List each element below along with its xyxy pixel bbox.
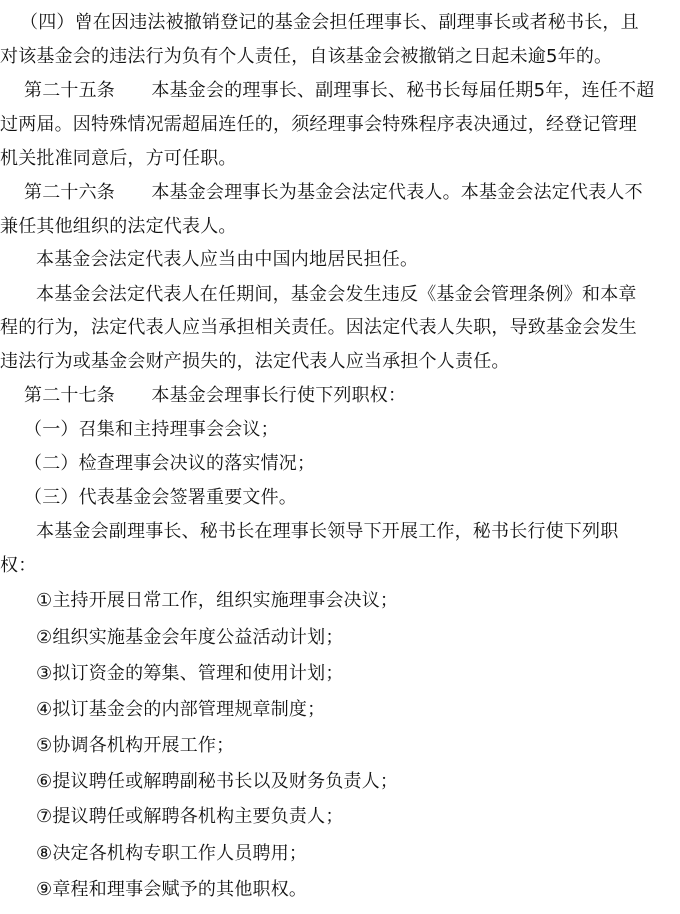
paragraph-line: 本基金会副理事长、秘书长在理事长领导下开展工作，秘书长行使下列职: [36, 521, 619, 542]
paragraph-line: 过两届。因特殊情况需超届连任的，须经理事会特殊程序表决通过，经登记管理: [0, 114, 637, 135]
numbered-item: ①主持开展日常工作，组织实施理事会决议；: [36, 590, 399, 611]
list-item: （一）召集和主持理事会会议；: [24, 419, 279, 440]
paragraph-line: 本基金会法定代表人应当由中国内地居民担任。: [36, 249, 419, 270]
numbered-item: ⑨章程和理事会赋予的其他职权。: [36, 879, 308, 900]
paragraph-line: 兼任其他组织的法定代表人。: [0, 216, 237, 237]
list-item: （二）检查理事会决议的落实情况；: [24, 453, 316, 474]
list-item: （三）代表基金会签署重要文件。: [24, 487, 297, 508]
paragraph-line: 违法行为或基金会财产损失的，法定代表人应当承担个人责任。: [0, 351, 510, 372]
numbered-item: ⑧决定各机构专职工作人员聘用；: [36, 843, 308, 864]
paragraph-line: （四）曾在因违法被撤销登记的基金会担任理事长、副理事长或者秘书长，且: [20, 12, 639, 33]
article-27-heading: 第二十七条 本基金会理事长行使下列职权：: [24, 385, 407, 406]
numbered-item: ⑥提议聘任或解聘副秘书长以及财务负责人；: [36, 771, 399, 792]
numbered-item: ④拟订基金会的内部管理规章制度；: [36, 699, 326, 720]
numbered-item: ③拟订资金的筹集、管理和使用计划；: [36, 663, 344, 684]
numbered-item: ②组织实施基金会年度公益活动计划；: [36, 627, 344, 648]
article-25-heading: 第二十五条 本基金会的理事长、副理事长、秘书长每届任期5年，连任不超: [24, 80, 655, 101]
numbered-item: ⑤协调各机构开展工作；: [36, 735, 235, 756]
paragraph-line: 对该基金会的违法行为负有个人责任，自该基金会被撤销之日起未逾5年的。: [0, 46, 613, 67]
paragraph-line: 权：: [0, 555, 37, 576]
paragraph-line: 本基金会法定代表人在任期间，基金会发生违反《基金会管理条例》和本章: [36, 284, 637, 305]
article-26-heading: 第二十六条 本基金会理事长为基金会法定代表人。本基金会法定代表人不: [24, 182, 643, 203]
paragraph-line: 机关批准同意后，方可任职。: [0, 148, 237, 169]
numbered-item: ⑦提议聘任或解聘各机构主要负责人；: [36, 806, 344, 827]
paragraph-line: 程的行为，法定代表人应当承担相关责任。因法定代表人失职，导致基金会发生: [0, 317, 637, 338]
